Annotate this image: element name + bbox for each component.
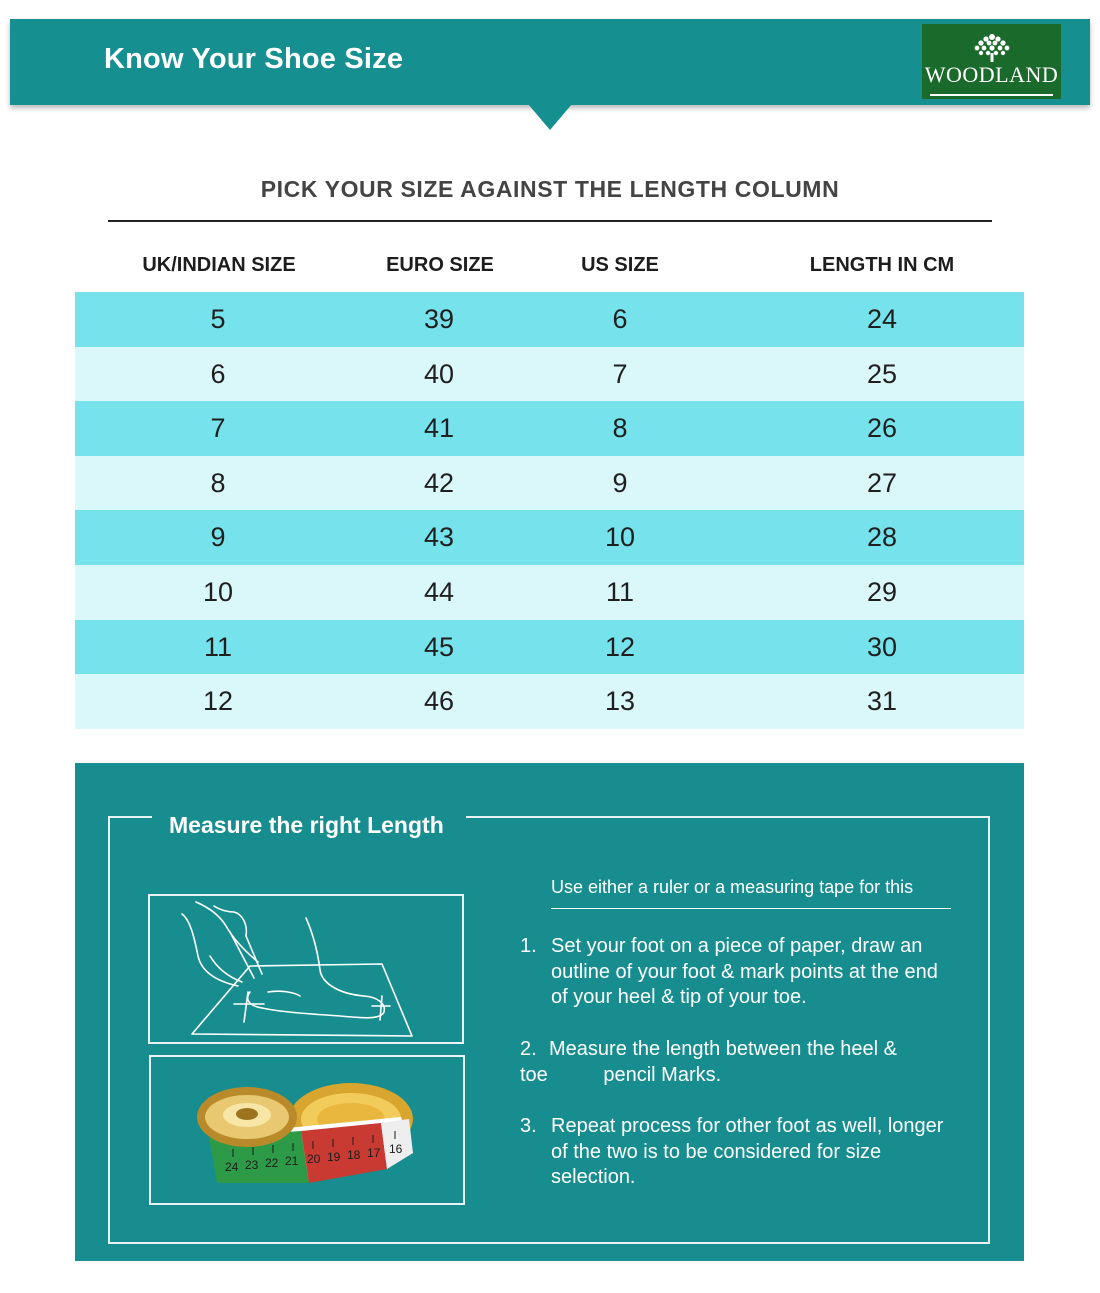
us-size-cell: 8 — [612, 413, 628, 444]
length-cell: 24 — [866, 304, 898, 334]
length-cell: 29 — [866, 576, 898, 607]
us-size-cell: 10 — [604, 522, 636, 553]
us-size-cell: 13 — [604, 686, 636, 717]
length-cell: 30 — [866, 631, 898, 662]
step-number: 3. — [520, 1115, 537, 1137]
header-uk-size: UK/INDIAN SIZE — [142, 254, 296, 276]
step-3 — [520, 1114, 960, 1191]
page-title: Know Your Shoe Size — [104, 43, 404, 75]
woodland-logo — [922, 24, 1061, 99]
us-size-cell: 12 — [604, 631, 636, 662]
uk-size-cell: 6 — [210, 358, 226, 389]
uk-size-cell: 9 — [210, 522, 226, 553]
logo-wordmark: WOODLAND — [924, 62, 1059, 87]
euro-size-cell: 46 — [423, 686, 455, 717]
euro-size-cell: 41 — [423, 413, 455, 444]
header-length-cm: LENGTH IN CM — [809, 254, 955, 276]
header-us-size: US SIZE — [581, 254, 659, 276]
length-cell: 27 — [866, 467, 898, 498]
tape-number: 24 — [225, 1160, 239, 1174]
step-text: Repeat process for other foot as well, longer of the two is to be considered for size selection. — [551, 1115, 944, 1188]
tape-number: 18 — [347, 1148, 361, 1162]
uk-size-cell: 8 — [210, 467, 226, 498]
length-cell: 31 — [866, 686, 898, 717]
us-size-cell: 6 — [612, 304, 628, 334]
us-size-cell: 9 — [612, 467, 628, 498]
step-text-continued: toe pencil Marks. — [520, 1063, 722, 1086]
us-size-cell: 7 — [612, 358, 628, 389]
tape-number: 23 — [245, 1158, 259, 1172]
us-size-cell: 11 — [605, 576, 635, 607]
tip-text: Use either a ruler or a measuring tape for this — [551, 877, 914, 897]
table-row — [75, 674, 1024, 729]
uk-size-cell: 10 — [202, 576, 234, 607]
tape-number: 21 — [285, 1154, 299, 1168]
uk-size-cell: 11 — [203, 631, 233, 662]
uk-size-cell: 5 — [210, 304, 226, 334]
table-row — [75, 565, 1024, 620]
header-euro-size: EURO SIZE — [386, 254, 494, 276]
length-cell: 26 — [866, 413, 898, 444]
tree-icon — [967, 31, 1017, 63]
table-row — [75, 292, 1024, 347]
size-table — [75, 292, 1024, 729]
euro-size-cell: 40 — [423, 358, 455, 389]
step-text: Set your foot on a piece of paper, draw an outline of your foot & mark points at the end of your heel & tip of your toe. — [551, 935, 938, 1008]
euro-size-cell: 45 — [423, 631, 455, 662]
step-1 — [520, 934, 960, 1011]
subtitle-divider — [108, 220, 992, 222]
euro-size-cell: 42 — [423, 467, 455, 498]
euro-size-cell: 39 — [423, 304, 455, 334]
foot-tracing-illustration — [148, 894, 464, 1044]
tape-number: 22 — [265, 1156, 279, 1170]
euro-size-cell: 43 — [423, 522, 455, 553]
table-row — [75, 456, 1024, 511]
tape-number: 16 — [389, 1142, 403, 1156]
table-row — [75, 347, 1024, 402]
table-row — [75, 401, 1024, 456]
banner-pointer — [528, 104, 572, 130]
step-number: 1. — [520, 935, 537, 957]
measuring-tape-illustration — [149, 1055, 465, 1205]
tape-number: 17 — [367, 1146, 381, 1160]
step-text: Measure the length between the heel & — [549, 1038, 898, 1060]
table-row — [75, 620, 1024, 675]
step-number: 2. — [520, 1038, 537, 1060]
length-cell: 28 — [866, 522, 898, 553]
uk-size-cell: 12 — [202, 686, 234, 717]
euro-size-cell: 44 — [423, 576, 455, 607]
measuring-tape-icon — [151, 1057, 463, 1203]
logo-underline — [930, 94, 1053, 96]
uk-size-cell: 7 — [210, 413, 226, 444]
table-row — [75, 510, 1024, 565]
tape-number: 19 — [327, 1150, 341, 1164]
measure-title: Measure the right Length — [169, 812, 444, 838]
tip-underline — [551, 908, 951, 909]
step-2 — [520, 1037, 960, 1088]
foot-outline-icon — [150, 896, 462, 1042]
table-subtitle: PICK YOUR SIZE AGAINST THE LENGTH COLUMN — [260, 176, 840, 202]
length-cell: 25 — [866, 358, 898, 389]
tape-number: 20 — [307, 1152, 321, 1166]
